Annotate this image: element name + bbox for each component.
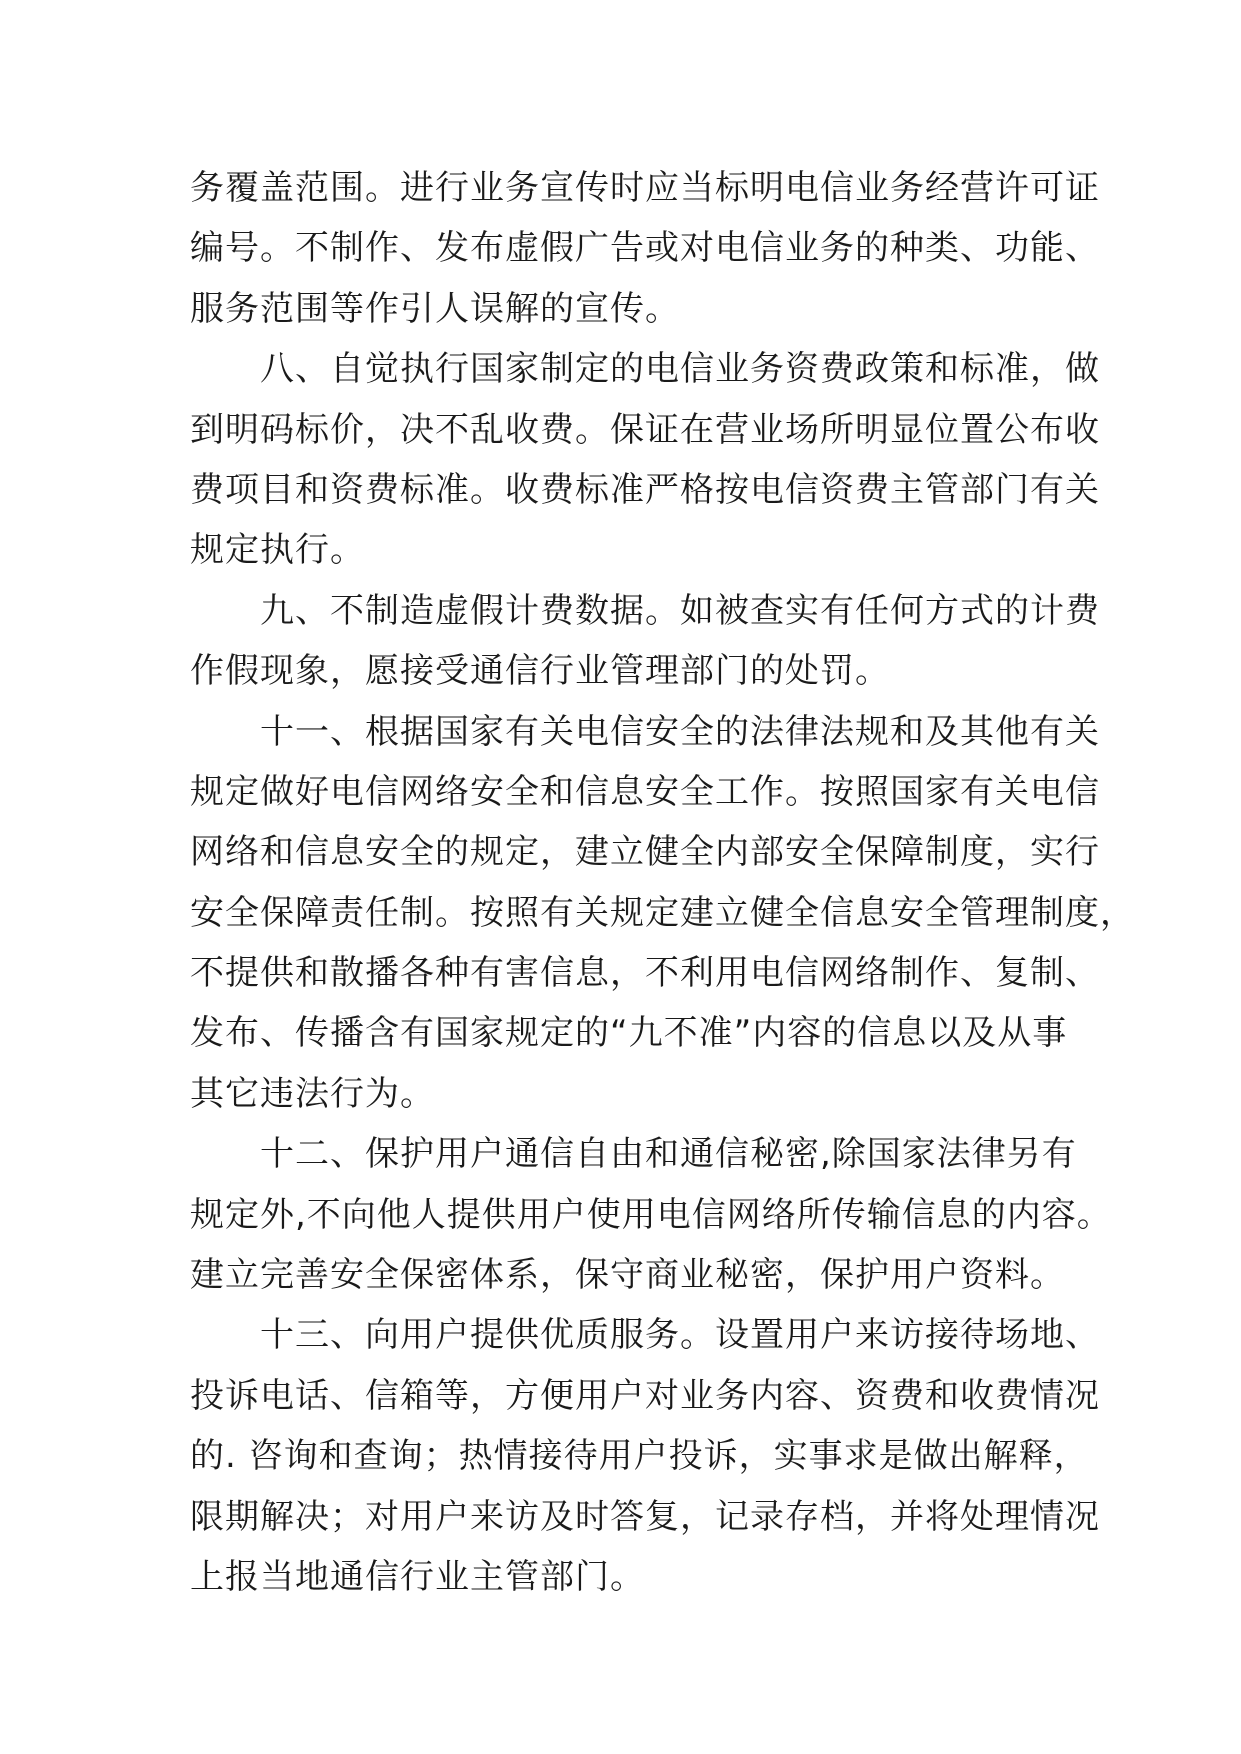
text-line: 上报当地通信行业主管部门。 — [190, 1556, 645, 1597]
text-line: 九、不制造虚假计费数据。如被查实有任何方式的计费 — [190, 590, 1100, 631]
text-line: 务覆盖范围。进行业务宣传时应当标明电信业务经营许可证 — [190, 168, 1100, 208]
text-line: 其它违法行为。 — [190, 1073, 435, 1114]
text-line: 作假现象，愿接受通信行业管理部门的处罚。 — [190, 651, 890, 692]
text-line: 十三、向用户提供优质服务。设置用户来访接待场地、 — [190, 1315, 1100, 1356]
text-line: 限期解决；对用户来访及时答复，记录存档，并将处理情况 — [190, 1496, 1100, 1537]
text-line: 建立完善安全保密体系，保守商业秘密，保护用户资料。 — [190, 1255, 1065, 1296]
document-body — [190, 158, 1135, 1607]
text-line: 的. 咨询和查询；热情接待用户投诉，实事求是做出解释， — [190, 1436, 1089, 1477]
text-line: 规定外,不向他人提供用户使用电信网络所传输信息的内容。 — [190, 1194, 1112, 1235]
text-line: 规定做好电信网络安全和信息安全工作。按照国家有关电信 — [190, 771, 1100, 812]
text-line: 服务范围等作引人误解的宣传。 — [190, 288, 680, 329]
text-line: 十一、根据国家有关电信安全的法律法规和及其他有关 — [190, 711, 1100, 752]
text-line: 网络和信息安全的规定，建立健全内部安全保障制度，实行 — [190, 832, 1100, 873]
text-line: 安全保障责任制。按照有关规定建立健全信息安全管理制度， — [190, 892, 1135, 933]
text-line: 规定执行。 — [190, 530, 365, 571]
text-line: 投诉电话、信箱等，方便用户对业务内容、资费和收费情况 — [190, 1375, 1100, 1416]
text-line: 十二、保护用户通信自由和通信秘密,除国家法律另有 — [190, 1134, 1077, 1175]
text-line: 八、自觉执行国家制定的电信业务资费政策和标准，做 — [190, 349, 1100, 390]
text-line: 发布、传播含有国家规定的“九不准”内容的信息以及从事 — [190, 1013, 1068, 1054]
text-line: 到明码标价，决不乱收费。保证在营业场所明显位置公布收 — [190, 409, 1100, 450]
text-line: 不提供和散播各种有害信息，不利用电信网络制作、复制、 — [190, 953, 1100, 994]
text-line: 编号。不制作、发布虚假广告或对电信业务的种类、功能、 — [190, 228, 1100, 269]
text-line: 费项目和资费标准。收费标准严格按电信资费主管部门有关 — [190, 469, 1100, 510]
